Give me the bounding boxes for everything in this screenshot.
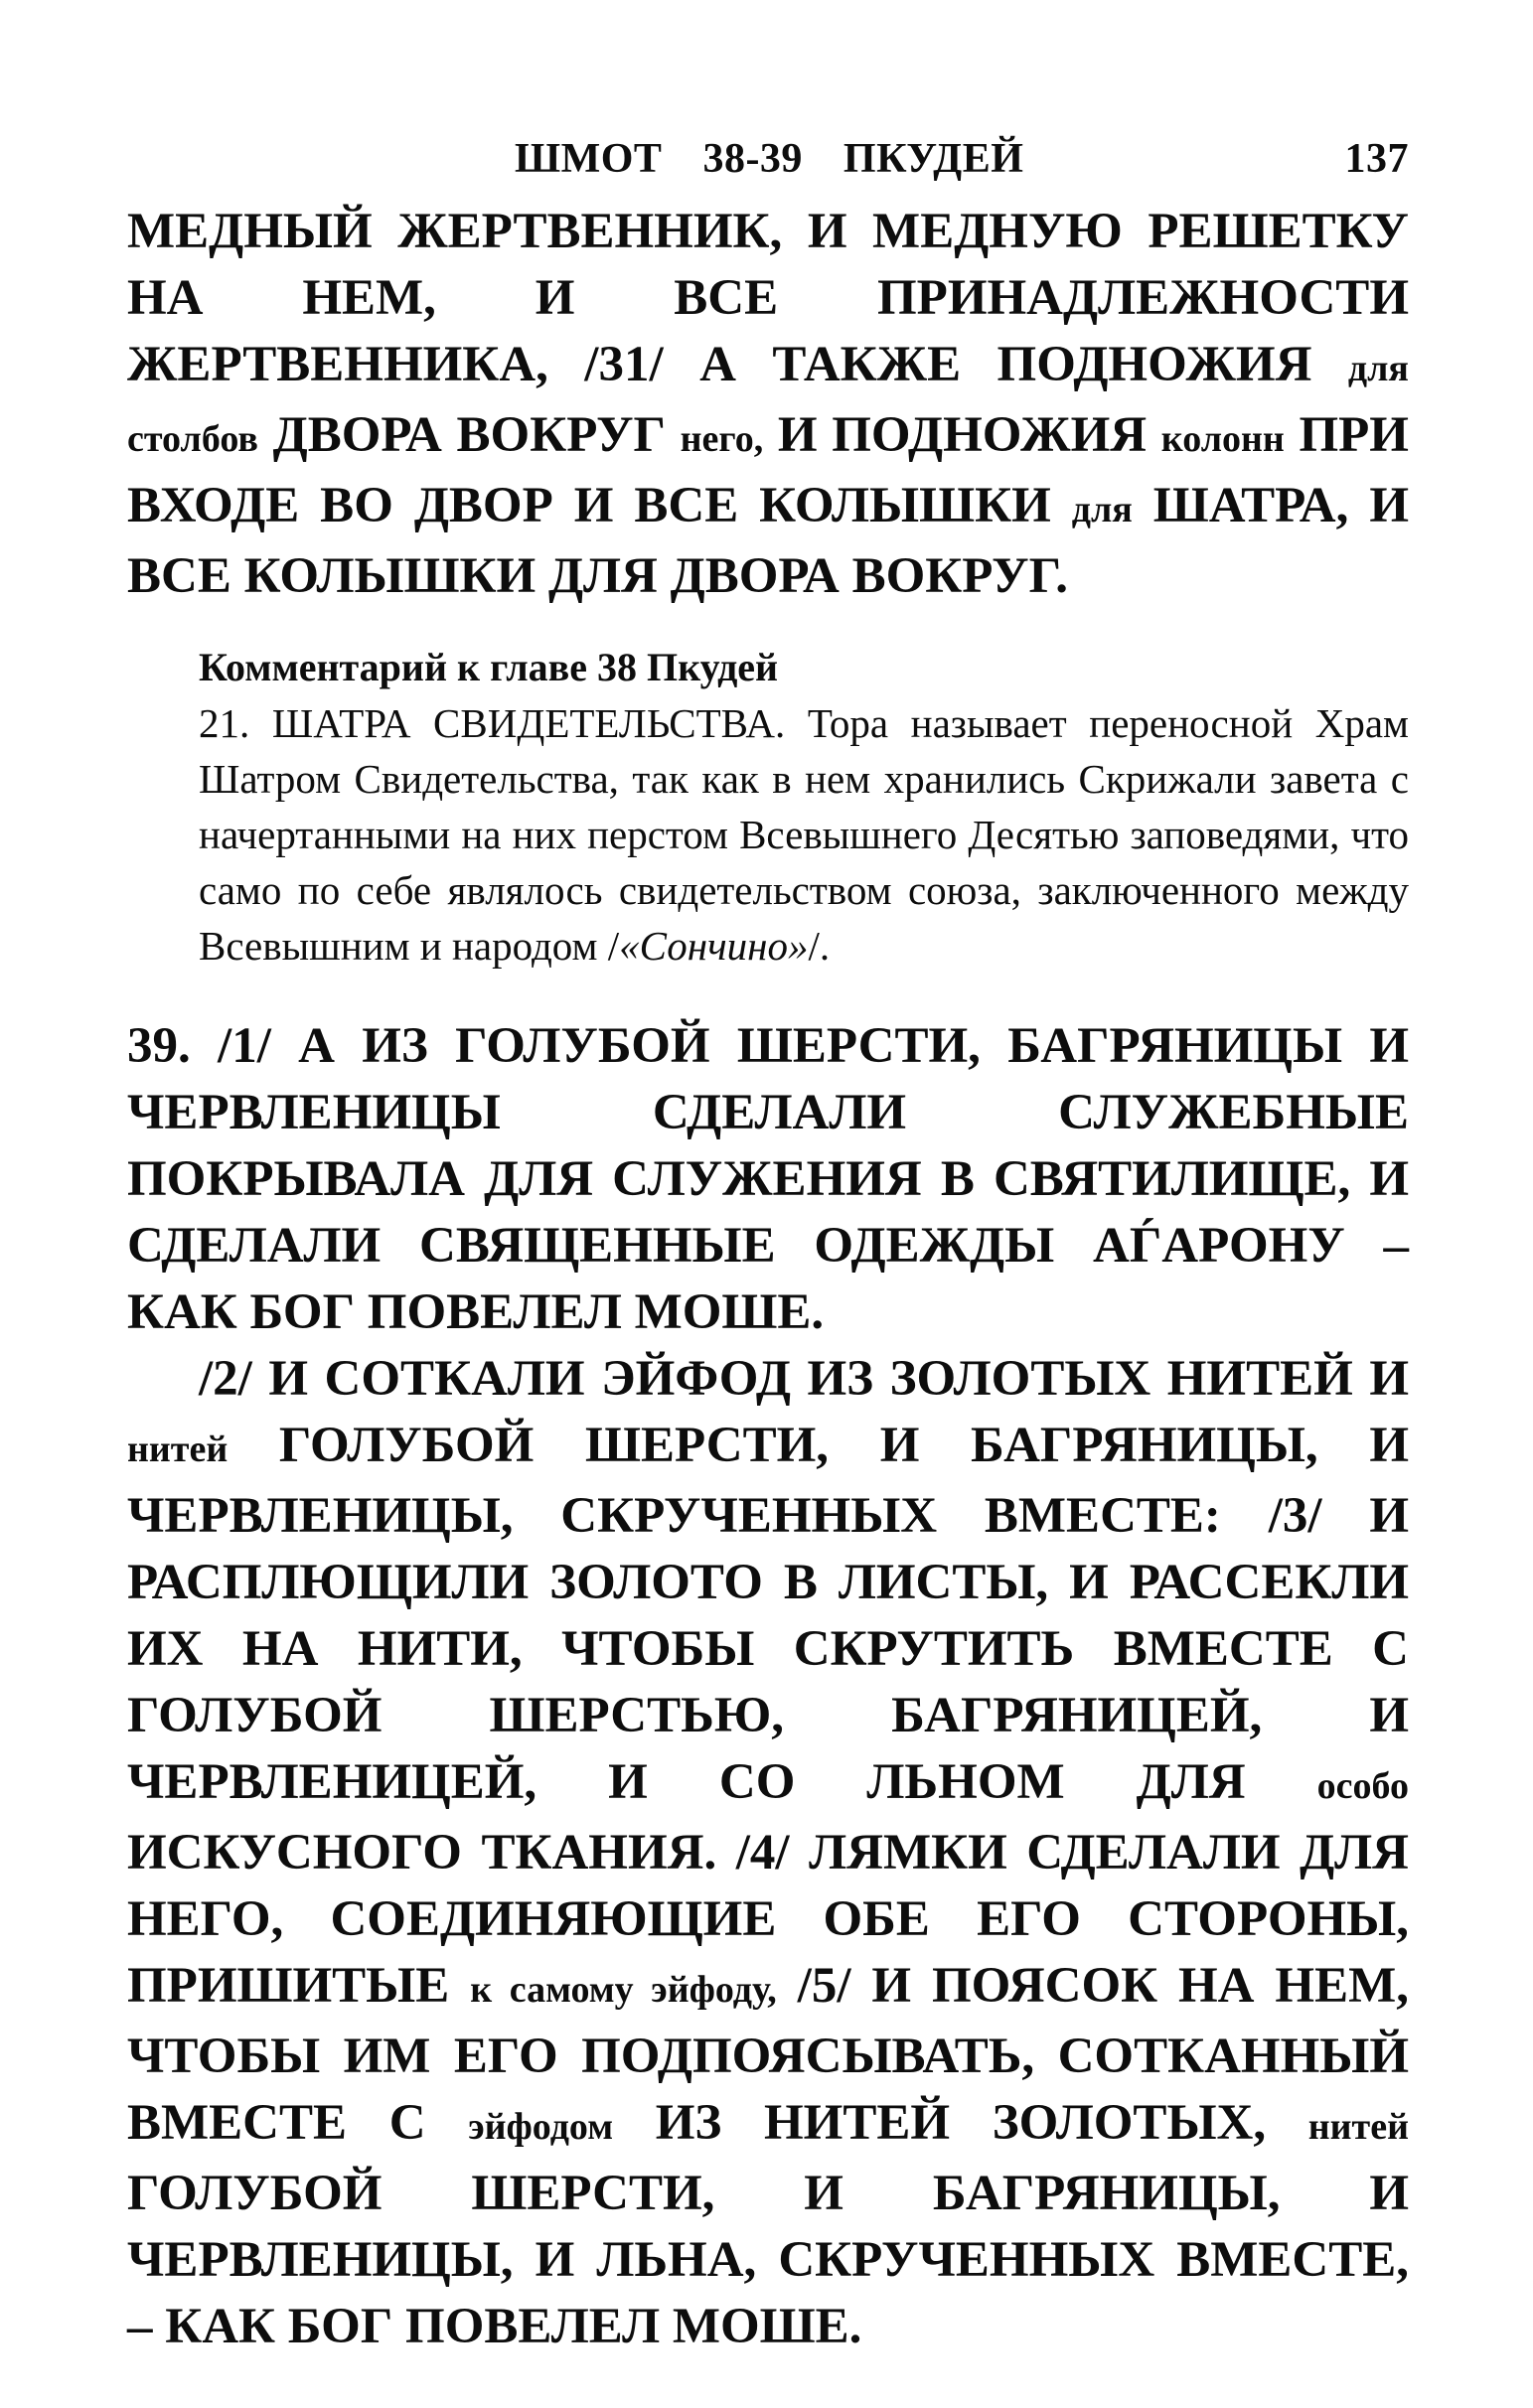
intro-lower-span: колонн (1160, 418, 1285, 460)
commentary-body-span: 21. ШАТРА СВИДЕТЕЛЬСТВА. Тора называет переносной Храм Шатром Свидетельства, так как в нем хранились Скрижали завета с начертанными на них перстом Всевышнего Десятью заповедями, что само по себе являлось свидетельством союза, заключенного между Всевышним и народом / (199, 700, 1409, 969)
verse-span: ГОЛУБОЙ ШЕРСТИ, И БАГРЯНИЦЫ, И ЧЕРВЛЕНИЦЫ, СКРУЧЕННЫХ ВМЕСТЕ: /3/ И РАСПЛЮЩИЛИ ЗОЛОТО В ЛИСТЫ, И РАССЕКЛИ ИХ НА НИТИ, ЧТОБЫ СКРУТИТЬ ВМЕСТЕ С ГОЛУБОЙ ШЕРСТЬЮ, БАГРЯНИЦЕЙ, И ЧЕРВЛЕНИЦЕЙ, И СО ЛЬНОМ ДЛЯ (127, 1418, 1409, 1810)
commentary-text (199, 695, 1409, 974)
running-head-title: ШМОТ 38-39 ПКУДЕЙ (515, 136, 1024, 182)
intro-lower-span: для (1071, 489, 1133, 530)
commentary-heading: Комментарий к главе 38 Пкудей (199, 645, 779, 689)
verse-span: ИСКУСНОГО ТКАНИЯ. /4/ ЛЯМКИ СДЕЛАЛИ ДЛЯ НЕГО, СОЕДИНЯЮЩИЕ ОБЕ ЕГО СТОРОНЫ, ПРИШИТЫЕ (127, 1825, 1409, 2014)
book-page (127, 127, 1409, 2360)
intro-paragraph (127, 199, 1409, 610)
chapter-39 (127, 1013, 1409, 2360)
verse-lower-span: особо (1316, 1765, 1409, 1807)
intro-span: ПРИ ВХОДЕ ВО ДВОР И ВСЕ КОЛЫШКИ (127, 407, 1409, 533)
verse-lower-span: нитей (1307, 2106, 1409, 2148)
verse-span: ГОЛУБОЙ ШЕРСТИ, И БАГРЯНИЦЫ, И ЧЕРВЛЕНИЦЫ, И ЛЬНА, СКРУЧЕННЫХ ВМЕСТЕ, – КАК БОГ ПОВЕЛЕЛ МОШЕ. (127, 2166, 1409, 2354)
verse-span: /5/ И ПОЯСОК НА НЕМ, ЧТОБЫ ИМ ЕГО ПОДПОЯСЫВАТЬ, СОТКАННЫЙ ВМЕСТЕ С (127, 1958, 1409, 2151)
verse-span: /2/ И СОТКАЛИ ЭЙФОД ИЗ ЗОЛОТЫХ НИТЕЙ И (199, 1351, 1409, 1407)
intro-lower-span: для столбов (127, 348, 1409, 460)
spacer (127, 974, 1409, 1013)
page-number: 137 (1344, 136, 1409, 182)
intro-text (127, 199, 1409, 610)
commentary-end: /. (808, 923, 831, 969)
chapter-39-verse-1: 39. /1/ А ИЗ ГОЛУБОЙ ШЕРСТИ, БАГРЯНИЦЫ И ЧЕРВЛЕНИЦЫ СДЕЛАЛИ СЛУЖЕБНЫЕ ПОКРЫВАЛА ДЛЯ СЛУЖЕНИЯ В СВЯТИЛИЩЕ, И СДЕЛАЛИ СВЯЩЕННЫЕ ОДЕЖДЫ АЃАРОНУ – КАК БОГ ПОВЕЛЕЛ МОШЕ. (127, 1018, 1409, 1340)
intro-lower-span: него, (680, 418, 764, 460)
intro-span: МЕДНЫЙ ЖЕРТВЕННИК, И МЕДНУЮ РЕШЕТКУ НА НЕМ, И ВСЕ ПРИНАДЛЕЖНОСТИ ЖЕРТВЕННИКА, /31/ А ТАКЖЕ ПОДНОЖИЯ (127, 204, 1409, 392)
verse-lower-span: нитей (127, 1429, 229, 1470)
chapter-39-verses-2-5 (127, 1346, 1409, 2360)
verse-span: ИЗ НИТЕЙ ЗОЛОТЫХ, (613, 2095, 1308, 2151)
intro-span: И ПОДНОЖИЯ (763, 407, 1161, 463)
intro-span: ШАТРА, И ВСЕ КОЛЫШКИ ДЛЯ ДВОРА ВОКРУГ. (127, 478, 1409, 604)
verse-lower-span: к самому эйфоду, (470, 1969, 777, 2011)
running-head (127, 127, 1409, 199)
intro-span: ДВОРА ВОКРУГ (257, 407, 681, 463)
verse-lower-span: эйфодом (468, 2106, 614, 2148)
commentary-source: «Сончино» (619, 923, 809, 969)
